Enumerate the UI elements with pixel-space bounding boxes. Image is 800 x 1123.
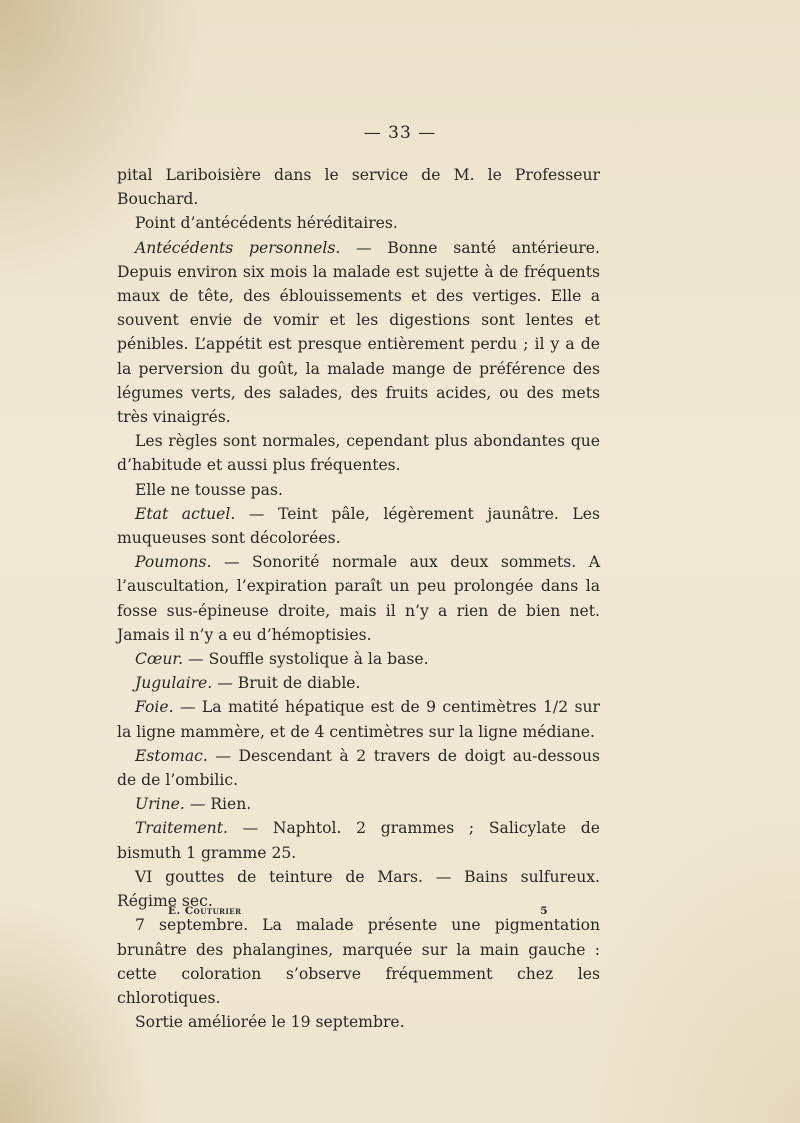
section-label: Estomac.	[135, 746, 208, 765]
paragraph-text: — Souffle systolique à la base.	[183, 650, 429, 669]
paragraph	[117, 550, 600, 647]
paragraph-text: — Teint pâle, légèrement jaunâtre. Les muqueuses sont décolorées.	[117, 504, 600, 548]
paragraph-text: — Rien.	[184, 795, 252, 814]
paragraph-text: 7 septembre. La malade présente une pigmentation brunâtre des phalangines, marquée sur la main gauche : cette coloration s’observe fréquemment chez les chlorotiques.	[117, 916, 600, 1007]
paragraph-text: — Bruit de diable.	[212, 674, 361, 693]
section-label: Cœur.	[135, 650, 184, 669]
paragraph	[117, 211, 600, 235]
paragraph-text: — Bonne santé antérieure. Depuis environ six mois la malade est sujette à de fréquents maux de tête, des éblouissements et des vertiges. Elle a souvent envie de vomir et les digestions sont lentes et pénibles. L’appétit est presque entièrement perdu ; il y a de la perversion du goût, la malade mange de préférence des légumes verts, des salades, des fruits acides, ou des mets très vinaigrés.	[117, 238, 600, 427]
section-label: Etat actuel.	[135, 504, 236, 523]
section-label: Antécédents personnels.	[135, 238, 341, 257]
paragraph-text: Point d’antécédents héréditaires.	[135, 214, 398, 233]
paragraph-text: VI gouttes de teinture de Mars. — Bains sulfureux. Régime sec.	[117, 867, 600, 911]
paragraph-text: — Descendant à 2 travers de doigt au-dessous de de l’ombilic.	[117, 746, 600, 790]
footer-signature: 5	[540, 905, 548, 917]
paragraph	[117, 1010, 600, 1034]
paragraph	[117, 647, 600, 671]
paragraph	[117, 429, 600, 477]
paragraph	[117, 695, 600, 743]
section-label: Foie.	[135, 698, 174, 717]
paragraph-text: — Sonorité normale aux deux sommets. A l’auscultation, l’expiration paraît un peu prolongée dans la fosse sus-épineuse droite, mais il n’y a rien de bien net. Jamais il n’y a eu d’hémoptisies.	[117, 553, 600, 644]
paragraph	[117, 913, 600, 1010]
paragraph-text: Elle ne tousse pas.	[135, 480, 283, 499]
paragraph	[117, 816, 600, 864]
paragraph-text: — La matité hépatique est de 9 centimètres 1/2 sur la ligne mammère, et de 4 centimètres sur la ligne médiane.	[117, 698, 600, 741]
section-label: Traitement.	[135, 819, 228, 838]
section-label: Urine.	[135, 795, 185, 814]
paragraph	[117, 236, 600, 430]
page-number: — 33 —	[363, 123, 437, 143]
body-text	[117, 163, 600, 1034]
paragraph-text: Sortie améliorée le 19 septembre.	[135, 1013, 405, 1032]
section-label: Poumons.	[135, 553, 212, 572]
paragraph	[117, 163, 600, 211]
section-label: Jugulaire.	[135, 674, 213, 693]
paragraph-text: — Naphtol. 2 grammes ; Salicylate de bismuth 1 gramme 25.	[117, 819, 600, 862]
paragraph-text: Les règles sont normales, cependant plus abondantes que d’habitude et aussi plus fréquentes.	[117, 432, 600, 475]
paragraph-text: pital Lariboisière dans le service de M. le Professeur Bouchard.	[117, 166, 600, 209]
paragraph	[117, 478, 600, 502]
footer-author: E. Couturier	[168, 905, 242, 917]
paragraph	[117, 671, 600, 695]
paragraph	[117, 502, 600, 550]
paragraph	[117, 744, 600, 792]
paragraph	[117, 792, 600, 816]
